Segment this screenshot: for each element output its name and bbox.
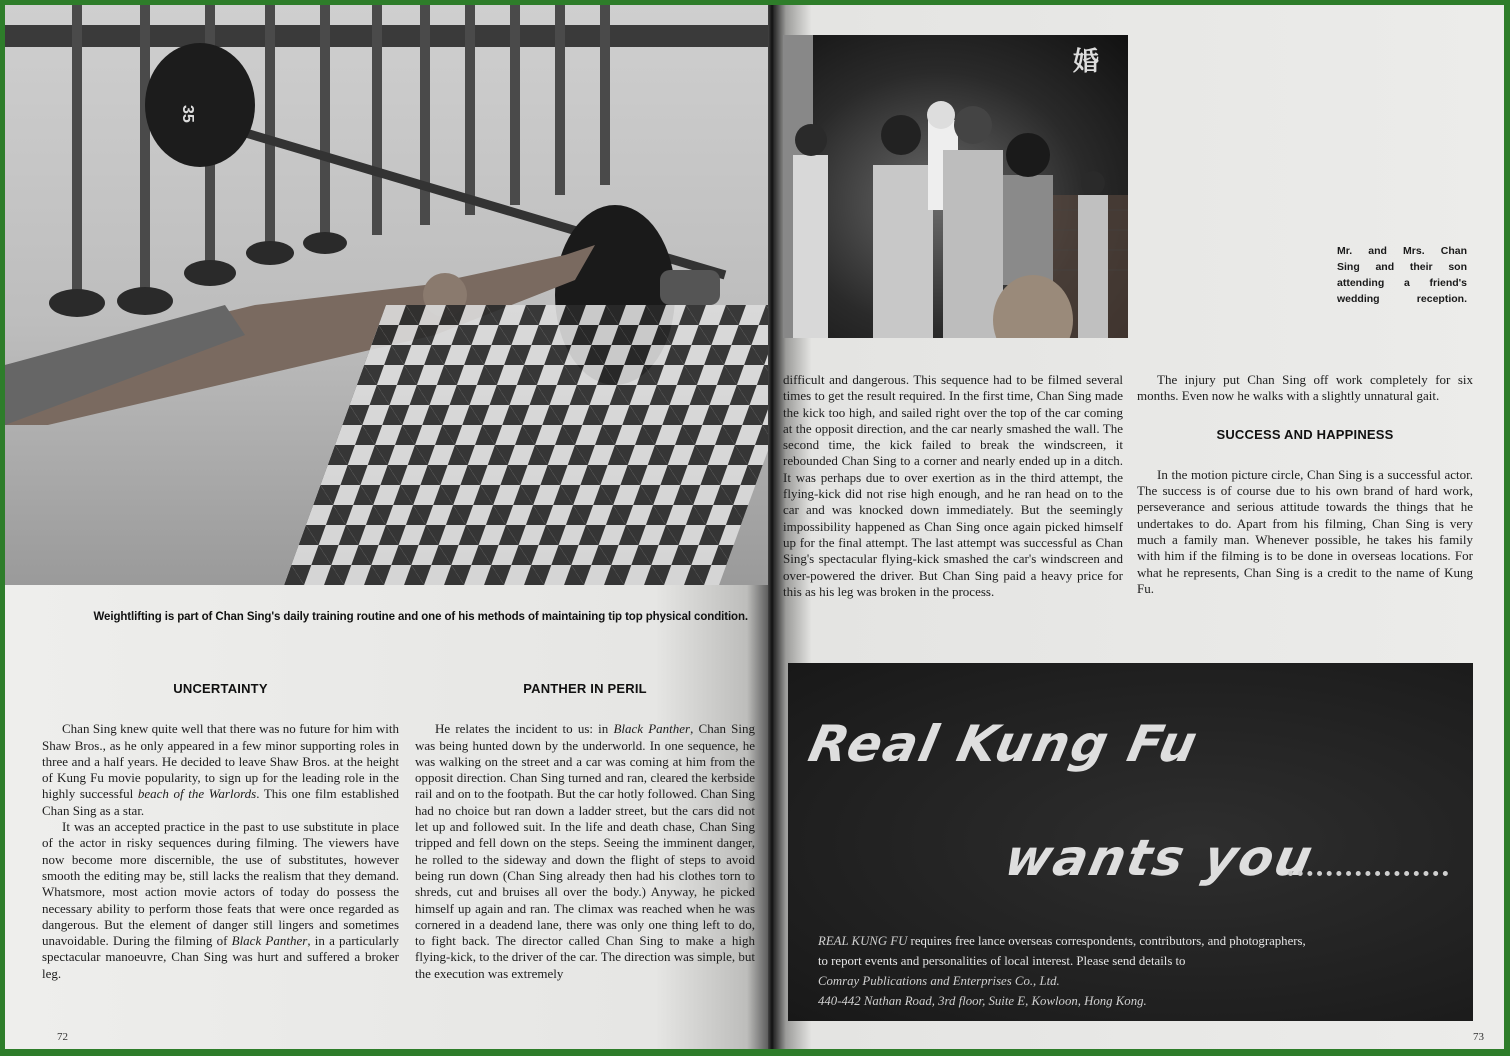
- ad-title: Real Kung Fu: [803, 715, 1204, 773]
- column-success: [1137, 372, 1473, 597]
- paragraph: Chan Sing knew quite well that there was no future for him with Shaw Bros., as he only appeared in a few minor supporting roles in three and a half years. He decided to leave Shaw Bros. at the height of Kung Fu movie popularity, to sign up for the leading role in the highly successful beach of the Warlords. This one film established Chan Sing as a star.: [42, 721, 400, 818]
- left-page: [5, 5, 770, 1049]
- svg-text:35: 35: [179, 105, 196, 123]
- weightlifting-photo: [5, 5, 770, 585]
- wedding-photo-illustration: [783, 35, 1128, 338]
- photo-caption: Mr. and Mrs. Chan Sing and their son attending a friend's wedding reception.: [1337, 245, 1467, 305]
- ad-body: REAL KUNG FU requires free lance overseas correspondents, contributors, and photographers, to report events and personalities of local interest. Please send details to Comray Publications and Enterprises Co., Ltd. 440-442 Nathan Road, 3rd floor, Suite E, Kowloon, Hong Kong.: [818, 931, 1458, 1011]
- paragraph: He relates the incident to us: in Black Panther, Chan Sing was being hunted down by the underworld. In one sequence, he was walking on the street and a car was coming at him from the opposit direction. Chan Sing turned and ran, cleared the kerbside rail and on to the footpath. But the car hotly followed. Chan Sing had no choice but ran down a ladder street, but the cars did not let up and followed suit. In the life and death chase, Chan Sing tripped and fell down on the steps. Seeing the imminent danger, he rolled to the sideway and down the flight of steps to avoid being run down (Chan Sing already then had his clothes torn to shreds, cut and bruises all over the body.) Anyway, he picked himself up again and ran. The climax was reached when he was cornered in a deadend lane, there was only one thing left to do, to fight back. The director called Chan Sing to make a high flying-kick, to the driver of the car. The direction was simple, but the execution was extremely: [415, 721, 755, 981]
- column-uncertainty: [42, 681, 399, 982]
- paragraph: In the motion picture circle, Chan Sing is a successful actor. The success is of course due to his own brand of hard work, perseverance and serious attitude towards the things that he undertakes to do. Apart from his filming, Chan Sing is very much a family man. Whenever possible, he takes his family with him if the filming is to be done in overseas locations. For what he represents, Chan Sing is a credit to the name of Kung Fu.: [1137, 466, 1473, 596]
- page-number: 73: [1473, 1031, 1484, 1043]
- page-number: 72: [57, 1031, 68, 1043]
- advertisement: [788, 663, 1473, 1021]
- wedding-photo: [783, 35, 1128, 338]
- svg-text:婚: 婚: [1073, 47, 1100, 76]
- photo-caption: Weightlifting is part of Chan Sing's daily training routine and one of his methods of maintaining tip top physical condition.: [93, 611, 748, 623]
- paragraph: difficult and dangerous. This sequence had to be filmed several times to get the result required. In the first time, Chan Sing made the kick too high, and sailed right over the top of the car coming at the opposit direction, and the car nearly smashed the wall. The second time, the kick failed to break the windscreen, it rebounded Chan Sing to a corner and nearly ended up in a ditch. It was perhaps due to over exertion as in the third attempt, the flying-kick did not rise high enough, and he ran head on to the car and was knocked down immediately. But the seemingly impossibility happened as Chan Sing once again picked himself up for the final attempt. The last attempt was successful as Chan Sing's spectacular flying-kick smashed the car's windscreen and over-powered the driver. But Chan Sing paid a heavy price for this as his leg was broken in the process.: [783, 372, 1123, 599]
- column-continued: [783, 372, 1123, 600]
- paragraph: The injury put Chan Sing off work completely for six months. Even now he walks with a slightly unnatural gait.: [1137, 372, 1473, 404]
- ad-company: Comray Publications and Enterprises Co., Ltd.: [818, 974, 1060, 988]
- section-heading: SUCCESS AND HAPPINESS: [1216, 426, 1394, 442]
- ad-subtitle: wants you: [999, 829, 1320, 887]
- section-heading: UNCERTAINTY: [173, 681, 268, 696]
- right-page: [775, 5, 1504, 1049]
- ad-dotted-line: [1288, 871, 1448, 876]
- ad-address: 440-442 Nathan Road, 3rd floor, Suite E, Kowloon, Hong Kong.: [818, 994, 1147, 1008]
- paragraph: It was an accepted practice in the past to use substitute in place of the actor in risky sequences during filming. The viewers have now become more discernible, the use of substitutes, however smooth the editing may be, still lacks the realism that they demand. Whatsmore, most action movie actors of today do possess the necessary ability to perform those feats that were once regarded as dangerous. But the element of danger still lingers and sometimes unavoidable. During the filming of Black Panther, in a particularly spectacular manoeuvre, Chan Sing was hurt and suffered a broker leg.: [42, 819, 399, 981]
- section-heading: PANTHER IN PERIL: [523, 681, 647, 696]
- column-panther-in-peril: [415, 681, 755, 982]
